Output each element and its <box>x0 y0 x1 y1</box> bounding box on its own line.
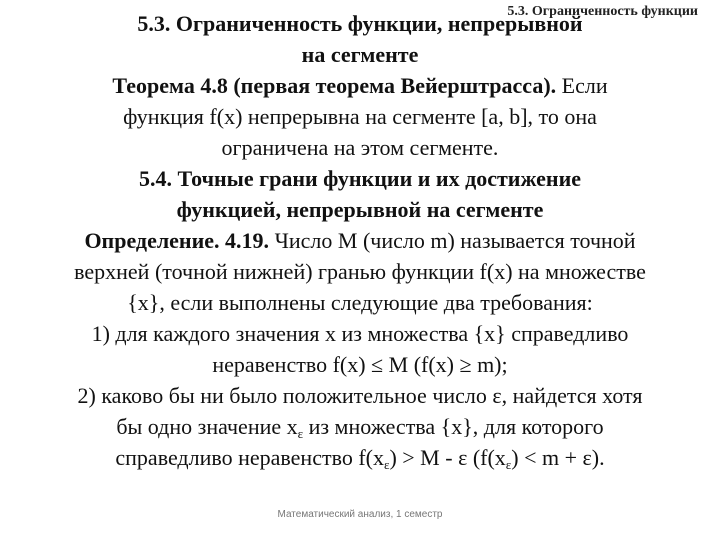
section-53-title-line2: на сегменте <box>301 42 419 67</box>
requirement-1-line1: 1) для каждого значения x из множества {x} справедливо <box>91 321 629 346</box>
theorem-line1 <box>0 70 720 101</box>
definition-label: Определение. 4.19. <box>84 228 270 253</box>
theorem-text-start: Если <box>556 73 608 98</box>
footer-course-label: Математический анализ, 1 семестр <box>277 509 443 520</box>
section-54-title-line1: 5.4. Точные грани функции и их достижение <box>138 166 582 191</box>
requirement-2-line2: бы одно значение $x_\varepsilon$ из множества {x}, для которого <box>116 414 604 441</box>
theorem-line2: функция f(x) непрерывна на сегменте [a, b], то она <box>123 104 597 129</box>
definition-line1 <box>0 225 720 256</box>
definition-line3: {x}, если выполнены следующие два требования: <box>127 290 593 315</box>
slide-content <box>0 8 720 473</box>
theorem-label: Теорема 4.8 (первая теорема Вейерштрасса). <box>112 73 557 98</box>
section-53-title-line1: 5.3. Ограниченность функции, непрерывной <box>137 11 583 36</box>
requirement-1-line2: неравенство f(x) ≤ M (f(x) ≥ m); <box>212 352 508 377</box>
definition-line2: верхней (точной нижней) гранью функции f(x) на множестве <box>74 259 646 284</box>
section-54-title-line2: функцией, непрерывной на сегменте <box>176 197 544 222</box>
running-head: 5.3. Ограниченность функции <box>507 4 698 19</box>
definition-text-start: Число M (число m) называется точной <box>269 228 636 253</box>
requirement-2-line1: 2) каково бы ни было положительное число ε, найдется хотя <box>77 383 643 408</box>
theorem-line3: ограничена на этом сегменте. <box>221 135 499 160</box>
requirement-2-line3: справедливо неравенство $f(x_\varepsilon) > M - \varepsilon$ $(f(x_\varepsilon) < m + \varepsilon)$. <box>115 445 605 472</box>
